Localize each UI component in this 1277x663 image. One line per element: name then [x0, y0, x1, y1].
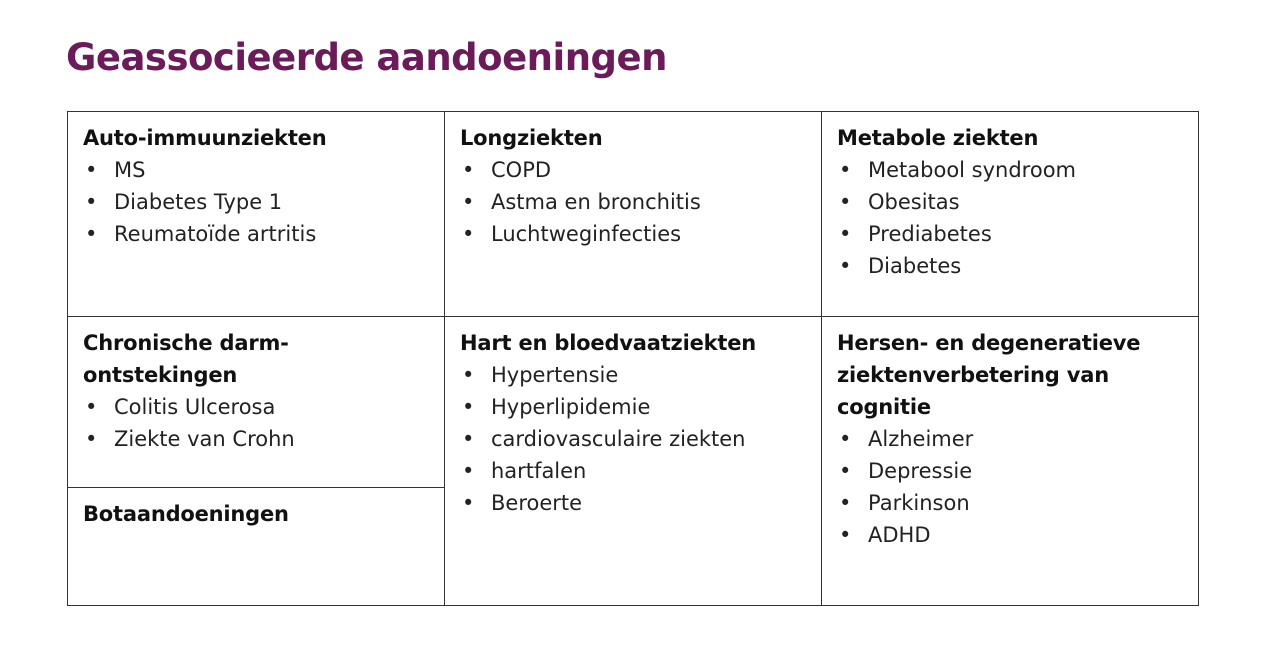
list-item: • Metabool syndroom: [837, 154, 1198, 186]
list-item: • ADHD: [837, 519, 1198, 551]
condition-list: [837, 423, 1198, 551]
list-item: • Hypertensie: [460, 359, 821, 391]
bullet-icon: •: [85, 158, 98, 182]
condition-list: [83, 154, 444, 250]
cell-heading-line: ontstekingen: [83, 363, 238, 387]
list-item: • Colitis Ulcerosa: [83, 391, 444, 423]
list-item: • Hyperlipidemie: [460, 391, 821, 423]
cell-heading-line: ziektenverbetering van: [837, 363, 1109, 387]
bullet-icon: •: [839, 254, 852, 278]
list-item: • Diabetes Type 1: [83, 186, 444, 218]
cell-auto-immune: [68, 122, 444, 250]
cell-brain: [822, 327, 1198, 551]
list-item: • Beroerte: [460, 487, 821, 519]
condition-list: [460, 154, 821, 250]
list-item: • Parkinson: [837, 487, 1198, 519]
list-item: • Prediabetes: [837, 218, 1198, 250]
cell-heading: Longziekten: [460, 126, 603, 150]
condition-list: [460, 359, 821, 519]
cell-heading: Metabole ziekten: [837, 126, 1039, 150]
list-item: • hartfalen: [460, 455, 821, 487]
list-item: • Obesitas: [837, 186, 1198, 218]
bullet-icon: •: [462, 363, 475, 387]
bullet-icon: •: [462, 158, 475, 182]
bowel-bone-divider: [68, 487, 445, 488]
cell-heading: Auto-immuunziekten: [83, 126, 327, 150]
list-item: • Astma en bronchitis: [460, 186, 821, 218]
cell-lung: [445, 122, 821, 250]
list-item: • Ziekte van Crohn: [83, 423, 444, 455]
cell-heading: Botaandoeningen: [83, 502, 289, 526]
bullet-icon: •: [839, 158, 852, 182]
cell-heading-line: cognitie: [837, 395, 931, 419]
bullet-icon: •: [839, 459, 852, 483]
bullet-icon: •: [839, 190, 852, 214]
cell-heading-line: Hersen- en degeneratieve: [837, 331, 1141, 355]
bullet-icon: •: [85, 222, 98, 246]
condition-list: [837, 154, 1198, 282]
list-item: • MS: [83, 154, 444, 186]
cell-bowel: [68, 327, 444, 455]
list-item: • Reumatoïde artritis: [83, 218, 444, 250]
cell-bone: [68, 498, 444, 530]
list-item: • Depressie: [837, 455, 1198, 487]
bullet-icon: •: [462, 190, 475, 214]
cell-heart: [445, 327, 821, 519]
list-item: • Luchtweginfecties: [460, 218, 821, 250]
bullet-icon: •: [85, 190, 98, 214]
bullet-icon: •: [839, 523, 852, 547]
list-item: • Alzheimer: [837, 423, 1198, 455]
bullet-icon: •: [839, 491, 852, 515]
page-title: Geassocieerde aandoeningen: [66, 36, 667, 79]
bullet-icon: •: [462, 395, 475, 419]
bullet-icon: •: [85, 427, 98, 451]
bullet-icon: •: [85, 395, 98, 419]
list-item: • cardiovasculaire ziekten: [460, 423, 821, 455]
bullet-icon: •: [462, 459, 475, 483]
cell-heading-line: Chronische darm-: [83, 331, 289, 355]
conditions-table: [67, 111, 1199, 606]
cell-heading: Hart en bloedvaatziekten: [460, 331, 757, 355]
bullet-icon: •: [462, 222, 475, 246]
list-item: • Diabetes: [837, 250, 1198, 282]
bullet-icon: •: [462, 491, 475, 515]
list-item: • COPD: [460, 154, 821, 186]
cell-metabolic: [822, 122, 1198, 282]
bullet-icon: •: [839, 222, 852, 246]
bullet-icon: •: [839, 427, 852, 451]
condition-list: [83, 391, 444, 455]
bullet-icon: •: [462, 427, 475, 451]
row-divider: [68, 316, 1198, 317]
